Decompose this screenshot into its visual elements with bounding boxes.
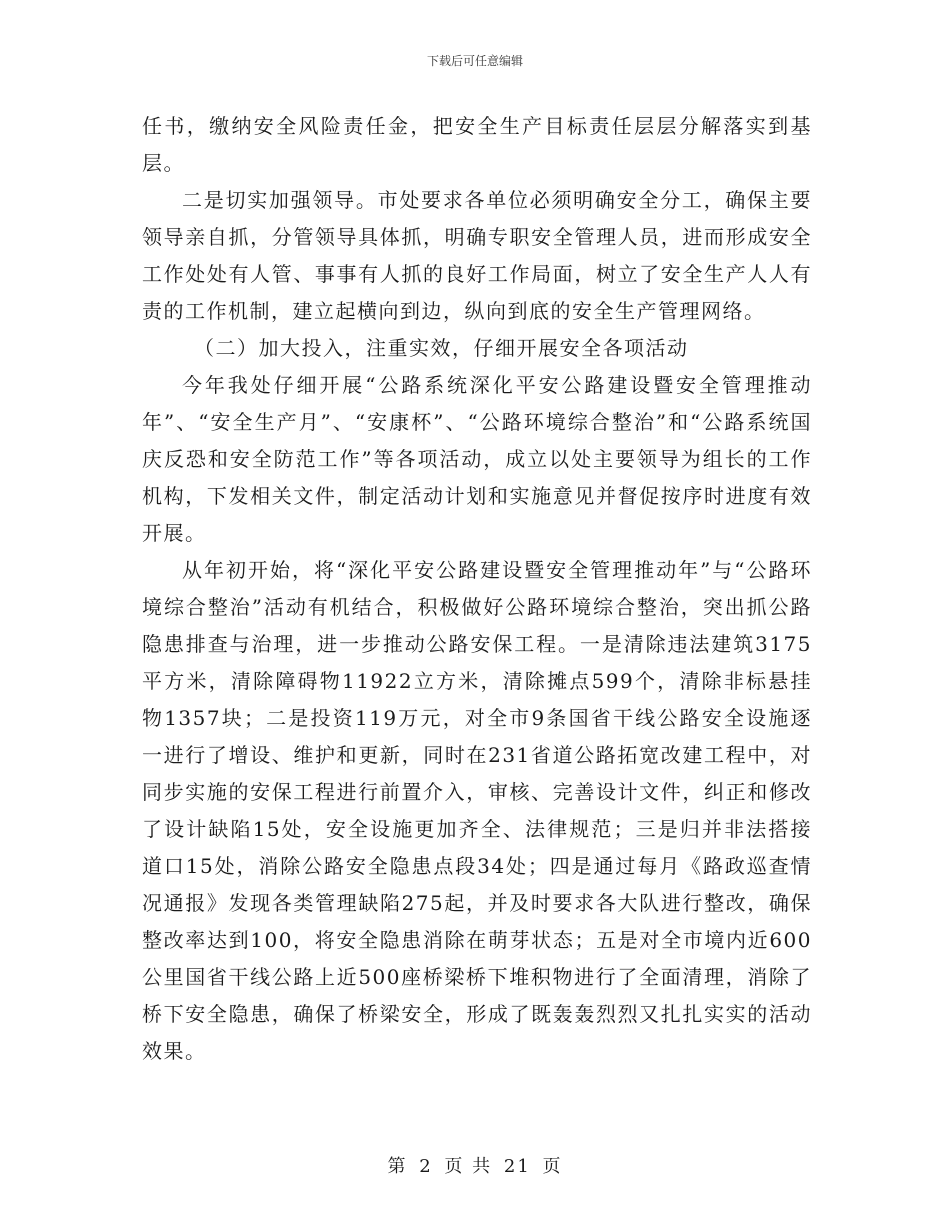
paragraph-environment-rectification: 从年初开始，将“深化平安公路建设暨安全管理推动年”与“公路环境综合整治”活动有机结合，积极做好公路环境综合整治，突出抓公路隐患排查与治理，进一步推动公路安保工程。一是清除违法建筑3175平方米，清除障碍物11922立方米，清除摊点599个，清除非标悬挂物1357块；二是投资119万元，对全市9条国省干线公路安全设施逐一进行了增设、维护和更新，同时在231省道公路拓宽改建工程中，对同步实施的安保工程进行前置介入，审核、完善设计文件，纠正和修改了设计缺陷15处，安全设施更加齐全、法律规范；三是归并非法搭接道口15处，消除公路安全隐患点段34处；四是通过每月《路政巡查情况通报》发现各类管理缺陷275起，并及时要求各大队进行整改，确保整改率达到100，将安全隐患消除在萌芽状态；五是对全市境内近600公里国省干线公路上近500座桥梁桥下堆积物进行了全面清理，消除了桥下安全隐患，确保了桥梁安全，形成了既轰轰烈烈又扎扎实实的活动效果。 [142,558,812,1063]
paragraph-leadership: 二是切实加强领导。市处要求各单位必须明确安全分工，确保主要领导亲自抓，分管领导具体抓，明确专职安全管理人员，进而形成安全工作处处有人管、事事有人抓的良好工作局面，树立了安全生产人人有责的工作机制，建立起横向到边，纵向到底的安全生产管理网络。 [142,188,812,323]
document-body [142,108,812,1070]
page-footer [0,1152,950,1178]
footer-total-pages: 21 [503,1156,531,1177]
paragraph-activities: 今年我处仔细开展“公路系统深化平安公路建设暨安全管理推动年”、“安全生产月”、“安康杯”、“公路环境综合整治”和“公路系统国庆反恐和安全防范工作”等各项活动，成立以处主要领导为组长的工作机构，下发相关文件，制定活动计划和实施意见并督促按序时进度有效开展。 [142,373,812,545]
footer-middle: 页 共 [444,1156,493,1177]
footer-page-number: 2 [419,1156,433,1177]
paragraph-continuation: 任书，缴纳安全风险责任金，把安全生产目标责任层层分解落实到基层。 [142,114,812,175]
footer-suffix: 页 [542,1156,563,1177]
section-heading: （二）加大投入，注重实效，仔细开展安全各项活动 [194,336,689,360]
page-header: 下载后可任意编辑 [426,54,523,68]
footer-prefix: 第 [387,1156,408,1177]
